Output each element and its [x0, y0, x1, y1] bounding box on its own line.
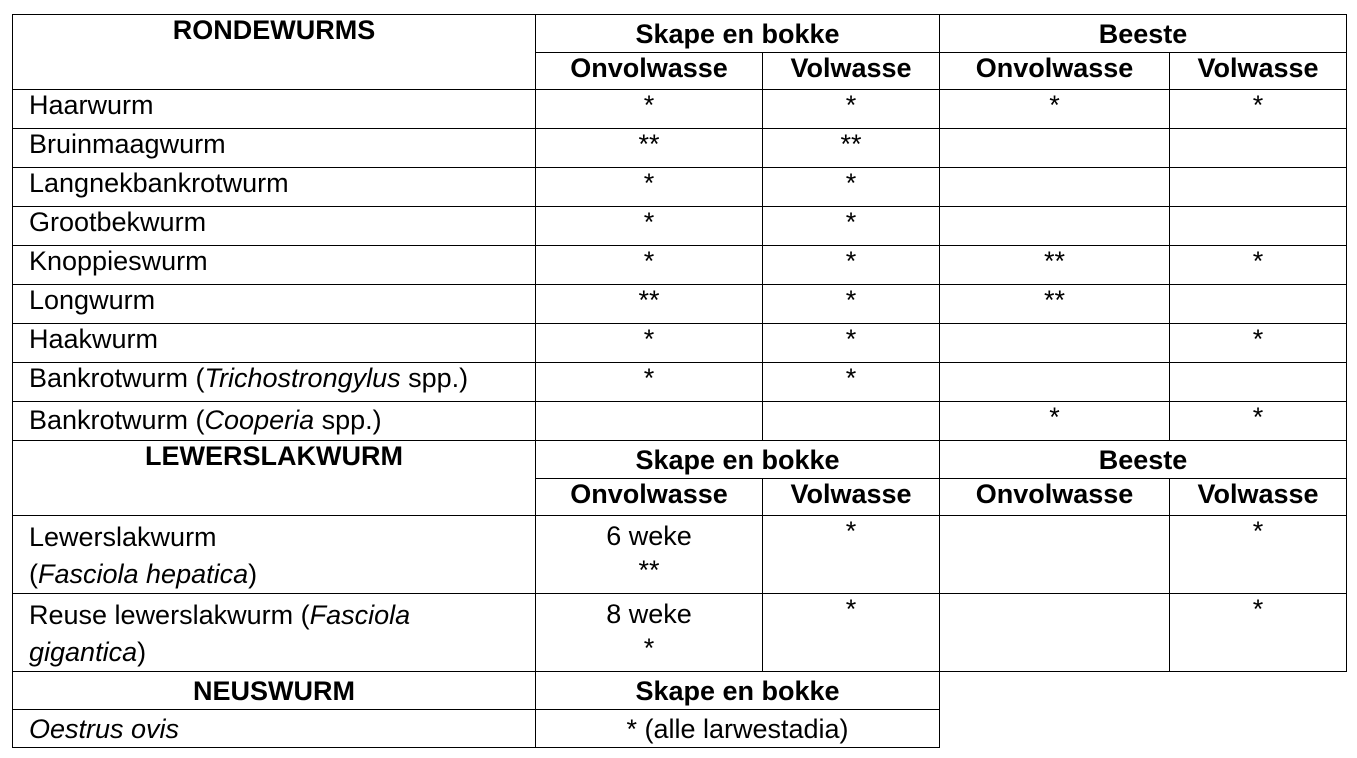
cell-value — [1170, 129, 1347, 168]
cell-value: * — [940, 402, 1170, 441]
subheader-mature: Volwasse — [1170, 479, 1347, 516]
duration-text: 6 weke — [606, 521, 692, 551]
cell-value — [1170, 363, 1347, 402]
rating-text: ** — [638, 555, 660, 585]
group-header-cattle: Beeste — [940, 15, 1347, 53]
cell-value — [536, 516, 763, 594]
label-text: spp.) — [400, 363, 469, 393]
cell-value: * — [1170, 516, 1347, 594]
table-row — [13, 285, 1347, 324]
section-title-neuswurm — [13, 672, 536, 710]
section-title-text: NEUSWURM — [193, 675, 355, 706]
species-name: Oestrus ovis — [29, 713, 180, 744]
label-text: Lewerslakwurm — [29, 522, 217, 552]
cell-value — [940, 363, 1170, 402]
row-label: Haarwurm — [13, 90, 536, 129]
label-text: Bankrotwurm ( — [29, 363, 205, 393]
row-label: Bruinmaagwurm — [13, 129, 536, 168]
table-row — [13, 516, 1347, 594]
group-header-sheep-goats: Skape en bokke — [536, 441, 940, 479]
subheader-immature: Onvolwasse — [940, 53, 1170, 90]
row-label — [13, 363, 536, 402]
row-label: Longwurm — [13, 285, 536, 324]
row-label — [13, 402, 536, 441]
cell-value: * — [763, 594, 940, 672]
cell-value — [763, 402, 940, 441]
species-name: Cooperia — [204, 405, 315, 435]
cell-value: * — [1170, 246, 1347, 285]
table-row — [13, 363, 1347, 402]
row-label — [13, 516, 536, 594]
species-name: Trichostrongylus — [204, 363, 401, 393]
table-row — [13, 168, 1347, 207]
group-header-sheep-goats: Skape en bokke — [536, 15, 940, 53]
subheader-mature: Volwasse — [763, 53, 940, 90]
empty-area — [940, 672, 1347, 710]
species-name: gigantica — [29, 637, 138, 667]
table-row — [13, 207, 1347, 246]
row-label: Knoppieswurm — [13, 246, 536, 285]
row-label: Langnekbankrotwurm — [13, 168, 536, 207]
cell-value: * — [763, 90, 940, 129]
row-label: Grootbekwurm — [13, 207, 536, 246]
section-title-lewerslakwurm — [13, 441, 536, 516]
cell-value: * — [940, 90, 1170, 129]
cell-value — [1170, 285, 1347, 324]
group-header-cattle: Beeste — [940, 441, 1347, 479]
species-name: Fasciola hepatica — [38, 559, 249, 589]
subheader-mature: Volwasse — [1170, 53, 1347, 90]
parasite-table — [12, 14, 1347, 748]
cell-value — [940, 594, 1170, 672]
cell-value: * — [763, 168, 940, 207]
cell-value — [536, 402, 763, 441]
section-title-rondewurms — [13, 15, 536, 90]
section-title-text: LEWERSLAKWURM — [145, 441, 403, 471]
cell-value: * — [1170, 402, 1347, 441]
cell-value: ** — [940, 246, 1170, 285]
label-text: ) — [137, 637, 147, 667]
cell-value: * — [763, 285, 940, 324]
cell-value: * — [536, 207, 763, 246]
row-label: Haakwurm — [13, 324, 536, 363]
cell-value — [940, 168, 1170, 207]
cell-value — [940, 207, 1170, 246]
group-header-sheep-goats: Skape en bokke — [536, 672, 940, 710]
cell-value: * — [1170, 594, 1347, 672]
cell-value: ** — [763, 129, 940, 168]
cell-value: * — [763, 246, 940, 285]
section-title-text: RONDEWURMS — [172, 15, 376, 45]
cell-value — [940, 129, 1170, 168]
cell-value: * — [763, 516, 940, 594]
label-text: Bankrotwurm ( — [29, 405, 205, 435]
label-text: ) — [248, 559, 258, 589]
subheader-mature: Volwasse — [763, 479, 940, 516]
cell-value: ** — [536, 129, 763, 168]
cell-value: * — [536, 246, 763, 285]
table-row — [13, 129, 1347, 168]
label-text: spp.) — [314, 405, 382, 435]
subheader-immature: Onvolwasse — [940, 479, 1170, 516]
table-row — [13, 246, 1347, 285]
cell-value: * — [1170, 90, 1347, 129]
cell-value: * — [536, 363, 763, 402]
species-name: Fasciola — [309, 600, 411, 630]
cell-value — [536, 594, 763, 672]
table-row — [13, 594, 1347, 672]
cell-value: * — [763, 207, 940, 246]
cell-value — [940, 516, 1170, 594]
label-text: ( — [29, 559, 38, 589]
duration-text: 8 weke — [606, 599, 692, 629]
table-row — [13, 710, 1347, 748]
empty-area — [940, 710, 1347, 748]
cell-value: * — [763, 363, 940, 402]
cell-value — [1170, 207, 1347, 246]
cell-value: * (alle larwestadia) — [536, 710, 940, 748]
cell-value — [940, 324, 1170, 363]
cell-value: * — [536, 324, 763, 363]
table-row — [13, 324, 1347, 363]
table-row — [13, 90, 1347, 129]
subheader-immature: Onvolwasse — [536, 479, 763, 516]
rating-text: * — [643, 633, 655, 663]
table-row — [13, 402, 1347, 441]
cell-value: ** — [536, 285, 763, 324]
row-label — [13, 594, 536, 672]
label-text: Reuse lewerslakwurm ( — [29, 600, 310, 630]
cell-value: * — [536, 168, 763, 207]
cell-value: * — [536, 90, 763, 129]
cell-value: * — [763, 324, 940, 363]
row-label — [13, 710, 536, 748]
cell-value — [1170, 168, 1347, 207]
subheader-immature: Onvolwasse — [536, 53, 763, 90]
cell-value: ** — [940, 285, 1170, 324]
cell-value: * — [1170, 324, 1347, 363]
